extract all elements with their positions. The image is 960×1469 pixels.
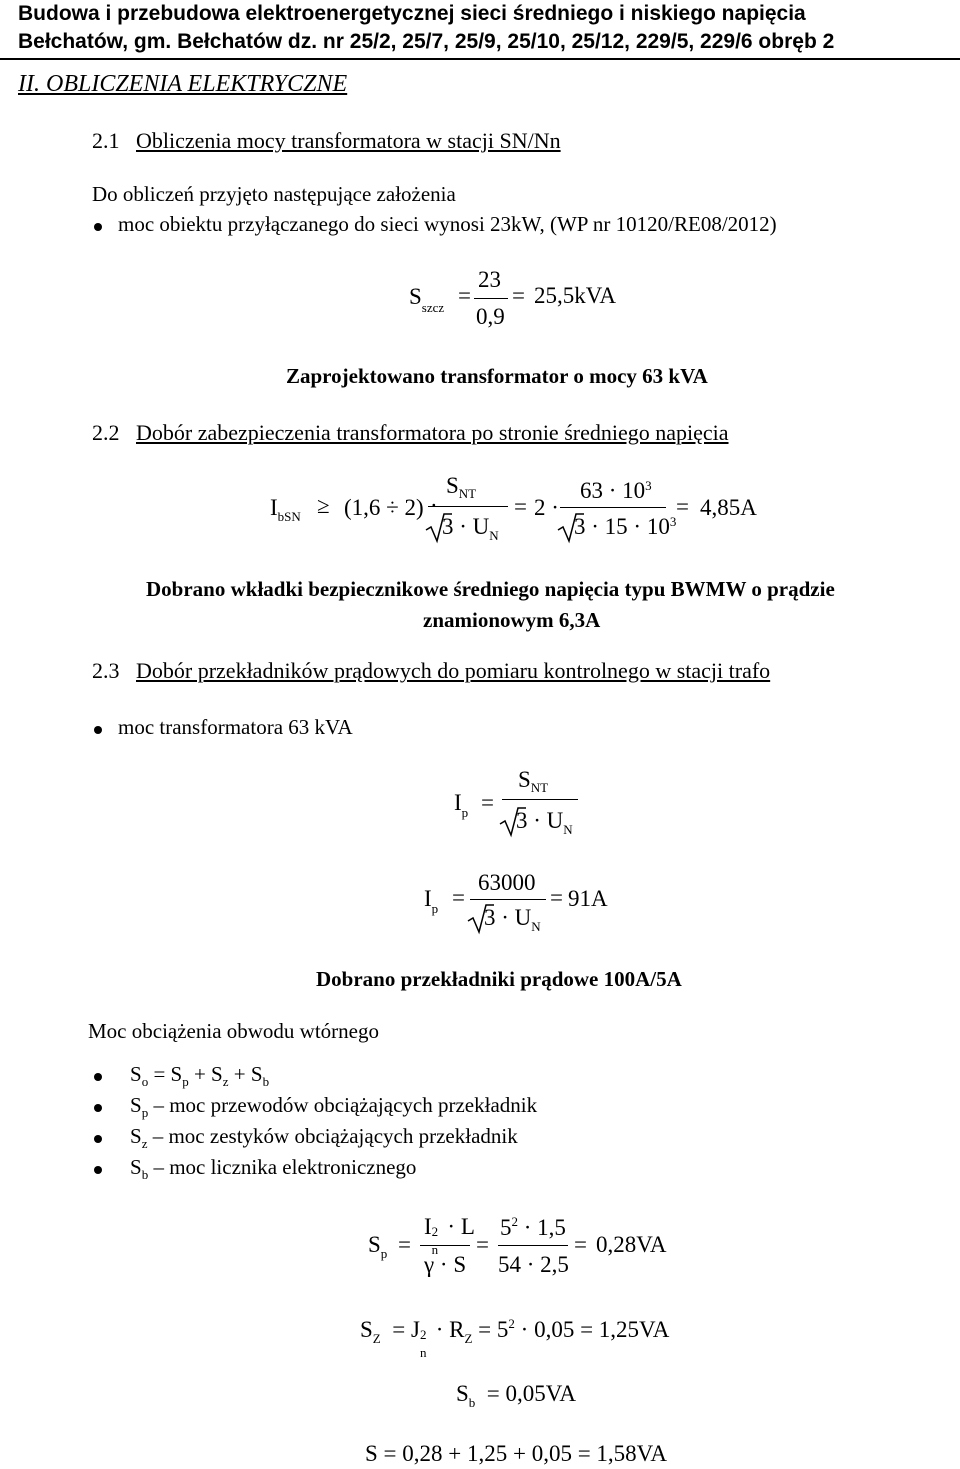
- assumptions-intro: Do obliczeń przyjęto następujące założenia: [92, 182, 456, 206]
- formula-i-p: $I_p$: [454, 790, 469, 820]
- subsection-2-2-heading: [92, 420, 729, 446]
- section-title: II. OBLICZENIA ELEKTRYCZNE: [18, 71, 348, 97]
- fraction-numerator: $63 \cdot 10^3$: [580, 478, 652, 503]
- conclusion-ct: Dobrano przekładniki prądowe 100A/5A: [316, 967, 682, 991]
- formula-result: 4,85A: [700, 495, 757, 520]
- equals-sign: =: [452, 885, 465, 910]
- subsection-title: Dobór zabezpieczenia transformatora po stronie średniego napięcia: [136, 420, 729, 445]
- formula-s-szcz: $S_{szcz}$: [409, 284, 445, 315]
- multiply-dot: ·: [430, 493, 438, 518]
- bullet-icon: [94, 726, 102, 734]
- conclusion-transformer: Zaprojektowano transformator o mocy 63 kVA: [286, 364, 708, 388]
- fraction-line: [474, 298, 508, 299]
- subsection-number: 2.2: [92, 420, 120, 445]
- conclusion-fuse-line1: Dobrano wkładki bezpiecznikowe średniego napięcia typu BWMW o prądzie: [146, 577, 835, 601]
- bullet-icon: [94, 1135, 102, 1143]
- fraction-denominator: $3 \cdot U_N$: [442, 514, 499, 543]
- fraction-line: [420, 1245, 470, 1246]
- fraction-numerator: $5^2 \cdot 1,5$: [500, 1214, 566, 1240]
- fraction-denominator: 0,9: [476, 304, 505, 329]
- formula-result: 25,5kVA: [534, 283, 617, 308]
- bullet-icon: [94, 223, 102, 231]
- fraction-line: [498, 1245, 568, 1246]
- equals-sign: =: [550, 885, 563, 910]
- fraction-line: [502, 799, 578, 800]
- bullet-icon: [94, 1073, 102, 1081]
- transformer-power-item: moc transformatora 63 kVA: [118, 715, 353, 739]
- fraction-line: [428, 506, 508, 507]
- subsection-title: Dobór przekładników prądowych do pomiaru kontrolnego w stacji trafo: [136, 658, 771, 683]
- equals-sign: =: [512, 283, 525, 308]
- equals-sign: =: [574, 1232, 587, 1257]
- formula-s-z: $S_Z = J$ 2 n · $R_Z = 5^2 \cdot 0,05 = 1,25VA$: [360, 1316, 670, 1360]
- bullet-icon: [94, 1166, 102, 1174]
- fraction-numerator: $S_{NT}$: [518, 767, 549, 795]
- header-divider: [0, 58, 960, 60]
- fraction-line: [560, 507, 666, 508]
- fraction-numerator: $S_{NT}$: [446, 473, 477, 501]
- assumption-item: moc obiektu przyłączanego do sieci wynosi 23kW, (WP nr 10120/RE08/2012): [118, 212, 777, 236]
- subsection-title: Obliczenia mocy transformatora w stacji SN/Nn: [136, 128, 561, 153]
- fraction-denominator: γ · S: [424, 1252, 467, 1277]
- formula-s-total: S = 0,28 + 1,25 + 0,05 = 1,58VA: [365, 1441, 667, 1466]
- fraction-denominator: 54 · 2,5: [498, 1252, 569, 1277]
- subsection-number: 2.3: [92, 658, 120, 683]
- subsection-2-3-heading: [92, 658, 770, 684]
- fraction-denominator: $3 \cdot U_N$: [484, 905, 541, 934]
- multiplier: 2 ·: [534, 495, 559, 520]
- fraction-numerator: I 2 n · L: [424, 1214, 475, 1257]
- header-line-1: Budowa i przebudowa elektroenergetycznej sieci średniego i niskiego napięcia: [18, 2, 806, 25]
- load-formula-item: $S_o = S_p + S_z + S_b$: [130, 1062, 270, 1089]
- load-item-contacts: $S_z$ – moc zestyków obciążających przekładnik: [130, 1124, 518, 1151]
- formula-i-p-value: $I_p$: [424, 886, 439, 916]
- fraction-denominator: $3 \cdot 15 \cdot 10^3$: [574, 514, 677, 539]
- equals-sign: =: [676, 494, 689, 519]
- header-line-2: Bełchatów, gm. Bełchatów dz. nr 25/2, 25/7, 25/9, 25/10, 25/12, 229/5, 229/6 obręb 2: [18, 30, 835, 53]
- factor-range: (1,6 ÷ 2): [344, 495, 424, 520]
- formula-s-b: $S_b = 0,05VA$: [456, 1381, 577, 1410]
- subsection-2-1-heading: [92, 128, 561, 154]
- ge-sign: ≥: [317, 493, 330, 518]
- load-item-wires: $S_p$ – moc przewodów obciążających przekładnik: [130, 1093, 538, 1120]
- secondary-load-heading: Moc obciążenia obwodu wtórnego: [88, 1019, 379, 1043]
- equals-sign: =: [476, 1232, 489, 1257]
- equals-sign: =: [458, 283, 471, 308]
- fraction-denominator: $3 \cdot U_N$: [516, 808, 573, 837]
- subsection-number: 2.1: [92, 128, 120, 153]
- formula-i-bsn: $I_{bSN}$: [270, 495, 301, 524]
- fraction-numerator: 23: [478, 267, 501, 292]
- fraction-line: [470, 899, 546, 900]
- bullet-icon: [94, 1104, 102, 1112]
- formula-result: 0,28VA: [596, 1232, 667, 1257]
- formula-s-p: $S_p$: [368, 1232, 388, 1261]
- equals-sign: =: [481, 790, 494, 815]
- load-item-meter: $S_b$ – moc licznika elektronicznego: [130, 1155, 417, 1182]
- formula-result: 91A: [568, 886, 608, 911]
- fraction-numerator: 63000: [478, 870, 536, 895]
- equals-sign: =: [514, 494, 527, 519]
- conclusion-fuse-line2: znamionowym 6,3A: [423, 608, 601, 632]
- equals-sign: =: [398, 1232, 411, 1257]
